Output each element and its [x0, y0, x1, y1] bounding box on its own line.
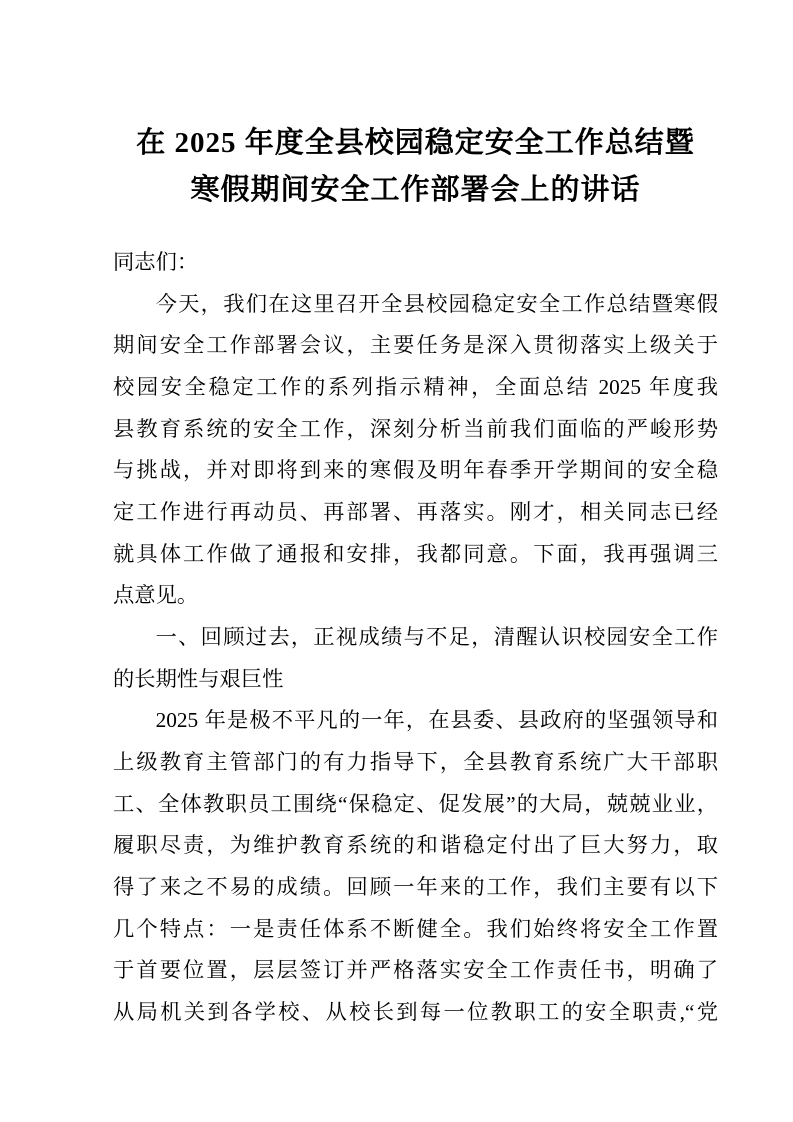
text-line: 就具体工作做了通报和安排，我都同意。下面，我再强调三	[113, 541, 718, 566]
text-line: 的长期性与艰巨性	[113, 666, 284, 691]
text-line: 从局机关到各学校、从校长到每一位教职工的安全职责,“党	[113, 999, 718, 1024]
text-line: 今天，我们在这里召开全县校园稳定安全工作总结暨寒假	[155, 291, 718, 316]
document-title	[113, 120, 718, 214]
text-line: 期间安全工作部署会议，主要任务是深入贯彻落实上级关于	[113, 333, 718, 358]
text-line: 得了来之不易的成绩。回顾一年来的工作，我们主要有以下	[113, 874, 718, 899]
text-line: 工、全体教职员工围绕“保稳定、促发展”的大局，兢兢业业，	[113, 791, 718, 816]
text-line: 上级教育主管部门的有力指导下，全县教育系统广大干部职	[113, 749, 718, 774]
paragraph	[113, 284, 718, 617]
title-line-2: 寒假期间安全工作部署会上的讲话	[190, 174, 641, 206]
text-line: 县教育系统的安全工作，深刻分析当前我们面临的严峻形势	[113, 416, 718, 441]
document-body	[113, 242, 718, 1033]
text-line: 履职尽责，为维护教育系统的和谐稳定付出了巨大努力，取	[113, 833, 718, 858]
text-line: 一、回顾过去，正视成绩与不足，清醒认识校园安全工作	[155, 624, 718, 649]
paragraph	[113, 617, 718, 700]
text-line: 与挑战，并对即将到来的寒假及明年春季开学期间的安全稳	[113, 458, 718, 483]
paragraph	[113, 242, 718, 284]
text-line: 于首要位置，层层签订并严格落实安全工作责任书，明确了	[113, 958, 718, 983]
text-line: 定工作进行再动员、再部署、再落实。刚才，相关同志已经	[113, 499, 718, 524]
text-line: 校园安全稳定工作的系列指示精神，全面总结 2025 年度我	[113, 374, 718, 399]
text-line: 同志们：	[113, 250, 199, 274]
title-line-1: 在 2025 年度全县校园稳定安全工作总结暨	[136, 127, 695, 159]
text-line: 点意见。	[113, 583, 199, 608]
paragraph	[113, 700, 718, 1033]
text-line: 几个特点：一是责任体系不断健全。我们始终将安全工作置	[113, 916, 718, 941]
text-line: 2025 年是极不平凡的一年，在县委、县政府的坚强领导和	[155, 708, 718, 733]
